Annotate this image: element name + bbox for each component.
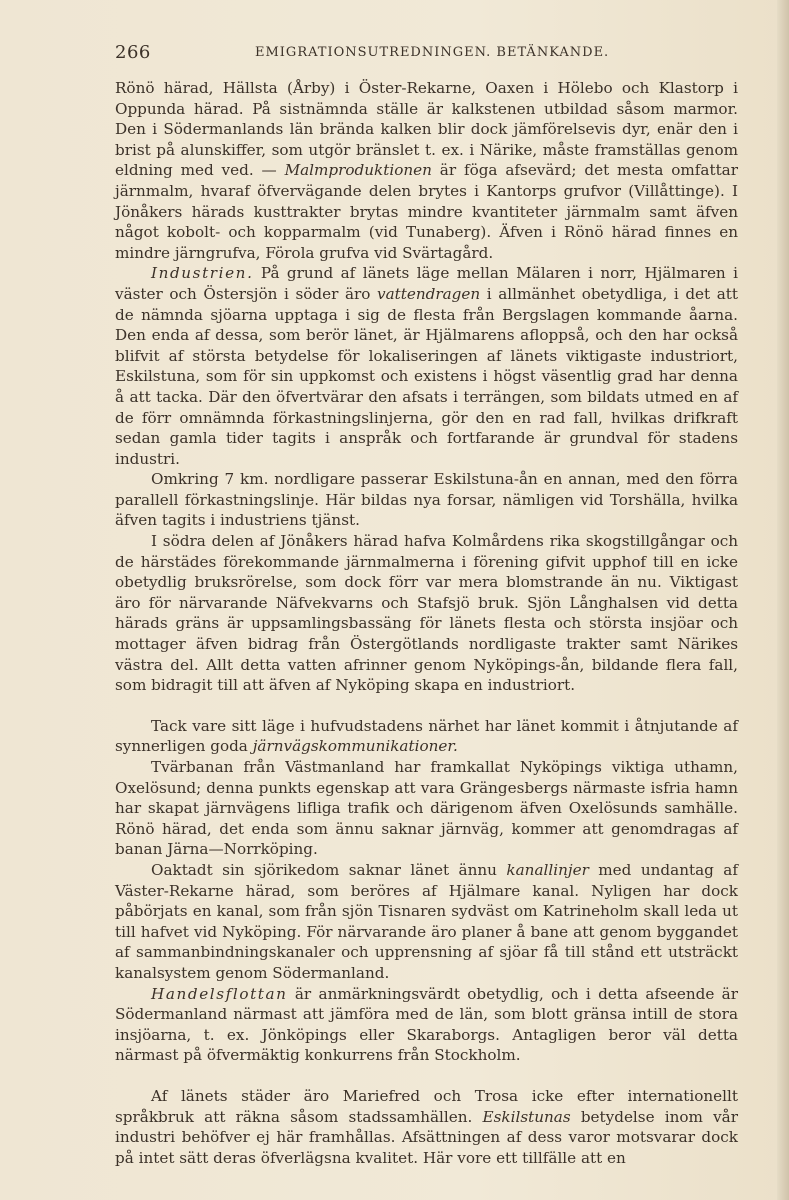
paragraph-merchant-fleet: Handelsflottan är anmärkningsvärdt obetydlig, och i detta afseende är Södermanland närmast att jämföra med de län, som blott gränsa intill de stora insjöarna, t. ex. Jönköpings eller Skaraborgs. Antagligen beror väl detta närmast på öfvermäktig konkurrens från Stockholm. xyxy=(115,984,738,1065)
emphasis: vattendragen xyxy=(377,284,481,303)
section-heading: Industrien. xyxy=(151,264,254,283)
paragraph-industry: Industrien. På grund af länets läge mellan Mälaren i norr, Hjälmaren i väster och Östersjön i söder äro vattendragen i allmänhet obetydliga, i det att de nämnda sjöarna upptaga i sig de flesta från Bergslagen kommande åarna. Den enda af dessa, som berör länet, är Hjälmarens afloppså, och den har också blifvit af största betydelse för lokaliseringen af länets viktigaste industriort, Eskilstuna, som för sin uppkomst och existens i högst väsentlig grad har denna å att tacka. Där den öfvertvärar den afsats i terrängen, som bildats utmed en af de förr omnämnda förkastningslinjerna, gör den en rad fall, hvilkas drifkraft sedan gamla tider tagits i anspråk och fortfarande är grundval för stadens industri. xyxy=(115,264,738,468)
page-header xyxy=(115,42,755,66)
paragraph-railways: Tack vare sitt läge i hufvudstadens närhet har länet kommit i åtnjutande af synnerligen goda järnvägskommunikationer. xyxy=(115,716,738,756)
emphasis: Eskilstunas xyxy=(482,1107,571,1126)
paragraph-towns: Af länets städer äro Mariefred och Trosa icke efter internationellt språkbruk att räkna såsom stadssamhällen. Eskilstunas betydelse inom vår industri behöfver ej här framhållas. Afsättningen af dess varor motsvarar dock på intet sätt deras öfverlägsna kvalitet. Här vore ett tillfälle att en xyxy=(115,1086,738,1167)
section-heading: Handelsflottan xyxy=(151,984,288,1003)
emphasis: Malmproduktionen xyxy=(284,161,432,180)
paragraph-canals: Oaktadt sin sjörikedom saknar länet ännu kanallinjer med undantag af Väster-Rekarne härad, som beröres af Hjälmare kanal. Nyligen har dock påbörjats en kanal, som från sjön Tisnaren sydväst om Katrineholm skall leda ut till hafvet vid Nyköping. För närvarande äro planer å bane att genom byggandet af sammanbindningskanaler och upprensning af sjöar få till stånd ett utsträckt kanalsystem genom Södermanland. xyxy=(115,860,738,982)
page-edge xyxy=(777,0,789,1200)
body-text xyxy=(115,78,738,1168)
emphasis: kanallinjer xyxy=(506,860,589,879)
paragraph-limestone-ore: Rönö härad, Hällsta (Årby) i Öster-Rekarne, Oaxen i Hölebo och Klastorp i Oppunda härad. På sistnämnda ställe är kalkstenen utbildad såsom marmor. Den i Södermanlands län brända kalken blir dock jämförelsevis dyr, enär den i brist på alunskiffer, som utgör bränslet t. ex. i Närike, måste framställas genom eldning med ved. — Malmproduktionen är föga afsevärd; det mesta omfattar järnmalm, hvaraf öfvervägande delen brytes i Kantorps grufvor (Villåttinge). I Jönåkers härads kusttrakter brytas mindre kvantiteter järnmalm samt äfven något kobolt- och kopparmalm (vid Tunaberg). Äfven i Rönö härad finnes en mindre järngrufva, Förola grufva vid Svärtagård. xyxy=(115,79,739,262)
emphasis: järnvägskommunikationer. xyxy=(252,737,458,756)
paragraph-oxelosund: Tvärbanan från Västmanland har framkallat Nyköpings viktiga uthamn, Oxelösund; denna punkts egenskap att vara Grängesbergs närmaste isfria hamn har skapat järnvägens lifliga trafik och därigenom äfven Oxelösunds samhälle. Rönö härad, det enda som ännu saknar järnväg, kommer att genomdragas af banan Järna—Norrköping. xyxy=(115,758,738,859)
running-title: EMIGRATIONSUTREDNINGEN. BETÄNKANDE. xyxy=(255,45,610,60)
paragraph-torshalla: Omkring 7 km. nordligare passerar Eskilstuna-ån en annan, med den förra parallell förkastningslinje. Här bildas nya forsar, nämligen vid Torshälla, hvilka äfven tagits i industriens tjänst. xyxy=(115,470,738,530)
paragraph-jonaker: I södra delen af Jönåkers härad hafva Kolmårdens rika skogstillgångar och de härstädes förekommande järnmalmerna i förening gifvit upphof till en icke obetydlig bruksrörelse, som dock förr var mera blomstrande än nu. Viktigast äro för närvarande Näfvekvarns och Stafsjö bruk. Sjön Långhalsen vid detta härads gräns är uppsamlingsbassäng för länets flesta och största insjöar och mottager äfven bidrag från Östergötlands nordligaste trakter samt Närikes västra del. Allt detta vatten afrinner genom Nyköpings-ån, bildande flera fall, som bidragit till att äfven af Nyköping skapa en industriort. xyxy=(115,532,738,695)
page-number: 266 xyxy=(115,42,151,63)
